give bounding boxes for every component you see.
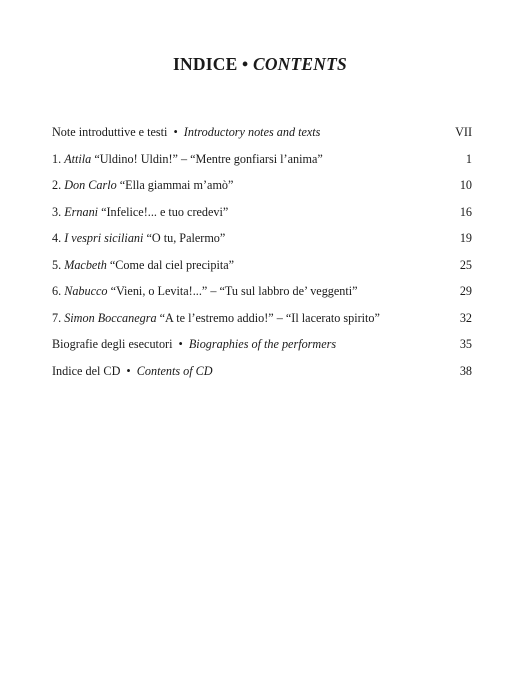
toc-entry-number: 5. — [52, 257, 62, 272]
toc-entry-aria: “O tu, Palermo” — [146, 231, 226, 245]
toc-entry-separator: • — [178, 337, 183, 351]
toc-entry-text-en: Contents of CD — [136, 363, 213, 378]
toc-entry-number: 7. — [52, 310, 62, 325]
toc-entry-aria: “Vieni, o Levita!...” – “Tu sul labbro de’ veggenti” — [110, 284, 358, 298]
toc-entry-opera: Ernani — [64, 204, 99, 219]
toc-entry-opera: Attila — [64, 151, 92, 166]
toc-page-number: 1 — [465, 151, 472, 166]
toc-entry-separator: • — [173, 125, 178, 139]
toc-entry-text: Indice del CD — [52, 363, 121, 378]
toc-page-number: 10 — [459, 178, 472, 192]
toc-entry-aria: “A te l’estremo addio!” – “Il lacerato spirito” — [159, 310, 380, 325]
toc-entry-number: 3. — [52, 204, 62, 219]
toc-page-number: 25 — [459, 257, 472, 272]
toc-entry-2 — [52, 172, 472, 199]
toc-page-number: 19 — [459, 231, 472, 245]
toc-entry-aria: “Uldino! Uldin!” – “Mentre gonfiarsi l’anima” — [94, 151, 323, 166]
toc-entry-text: Note introduttive e testi — [52, 125, 168, 139]
toc-entry-opera: Don Carlo — [64, 178, 117, 192]
title-alt: CONTENTS — [252, 54, 347, 74]
toc-entry-6 — [52, 278, 472, 305]
toc-entry-aria: “Infelice!... e tuo credevi” — [101, 204, 229, 219]
toc-entry-text: Biografie degli esecutori — [52, 337, 173, 351]
toc-page-number: 16 — [459, 204, 472, 219]
toc-page-number: 29 — [459, 284, 472, 298]
toc-entry-aria: “Come dal ciel precipita” — [109, 257, 235, 272]
toc-entry-7 — [52, 305, 472, 332]
toc-entry-opera: Nabucco — [64, 284, 108, 298]
title-main: INDICE — [173, 54, 238, 74]
title-separator: • — [242, 54, 249, 74]
toc-page-number: 38 — [459, 363, 472, 378]
toc-page-number: VII — [455, 125, 472, 139]
toc-page-number: 32 — [459, 310, 472, 325]
toc-entry-number: 1. — [52, 151, 62, 166]
toc-entry-opera: Simon Boccanegra — [64, 310, 157, 325]
toc-entry-number: 2. — [52, 178, 62, 192]
toc-entry-bio — [52, 331, 472, 358]
toc-page-number: 35 — [459, 337, 472, 351]
toc-entry-text-en: Introductory notes and texts — [183, 125, 321, 139]
toc-entry-5 — [52, 252, 472, 279]
page-title — [0, 54, 520, 75]
table-of-contents — [52, 119, 472, 384]
toc-entry-1 — [52, 146, 472, 173]
toc-entry-opera: Macbeth — [64, 257, 107, 272]
toc-entry-number: 6. — [52, 284, 62, 298]
toc-entry-aria: “Ella giammai m’amò” — [119, 178, 234, 192]
toc-entry-4 — [52, 225, 472, 252]
toc-entry-separator: • — [126, 363, 131, 378]
toc-entry-3 — [52, 199, 472, 226]
toc-entry-text-en: Biographies of the performers — [188, 337, 337, 351]
toc-entry-opera: I vespri siciliani — [64, 231, 144, 245]
toc-entry-number: 4. — [52, 231, 62, 245]
toc-entry-cd — [52, 358, 472, 385]
toc-entry-intro — [52, 119, 472, 146]
